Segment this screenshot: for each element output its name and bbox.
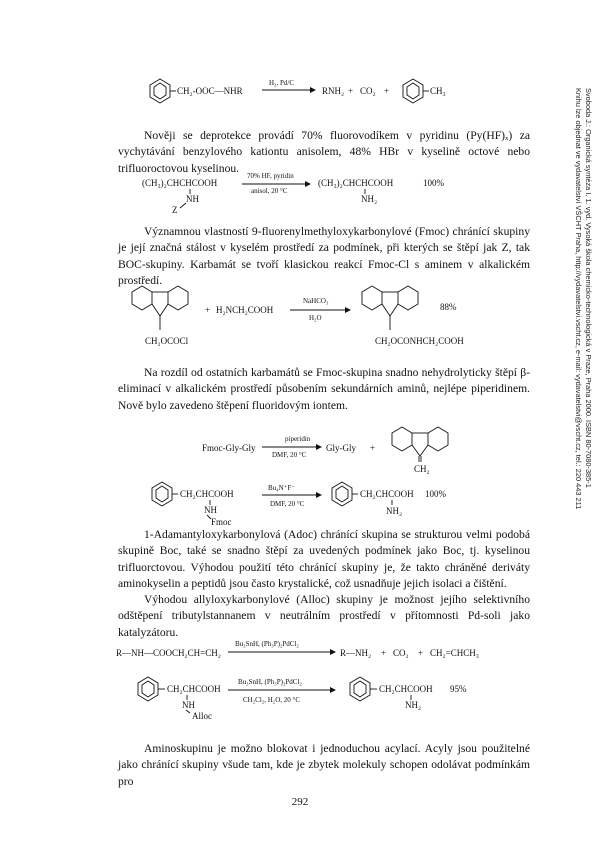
scheme1-product-1: RNH₂ [322,86,345,96]
citation-line-2: Knihu lze objednat ve vydavatelství VŠCHT Praha, http://vydavatelstvi.vscht.cz, e-mail: vydavatelstvi@vscht.cz, tel.: 220 443 211 [574,88,584,510]
benzene-ring-icon [152,482,172,506]
dibenzofulvene-icon [392,427,448,462]
scheme3-yield: 88% [440,302,457,312]
scheme6-product-1: R—NH₂ [340,648,372,658]
scheme2-reactant: (CH₃)₂CHCHCOOH [142,178,218,188]
scheme1-reactant: CH₂-OOC—NHR [177,86,243,96]
scheme6-product-2: CO₂ [393,648,409,658]
page-number: 292 [291,796,309,808]
scheme5-product: CH₂CHCOOH [360,489,414,499]
scheme3-product: CH₂OCONHCH₂COOH [375,336,464,346]
paragraph-adoc: 1-Adamantyloxykarbonylová (Adoc) chránící skupina se strukturou velmi podobá skupině Boc, také se snadno štěpí za uvedených podmínek jako Boc, tj. kyselinou trifluorctovou. Výhodou použití této chránící skupiny je, že takto chráněné deriváty aminokyselin a peptidů jsou často krystalické, což usnadňuje jejich isolaci a čištění. [118,528,530,591]
benzene-ring-icon [332,482,352,506]
benzene-ring-icon [150,79,170,103]
nh2-label: NH₂ [386,506,403,516]
glycine-label: H₂NCH₂COOH [216,305,274,315]
scheme4-reagent-2: DMF, 20 °C [272,451,307,459]
scheme4-reagent-1: piperidin [285,435,311,443]
paragraph-acylation: Aminoskupinu je možno blokovat i jednoduchou acylací. Acyly jsou použitelné jako chránící skupiny všude tam, kde je zbytek molekuly schopen odolávat podmínkám pro [118,742,530,788]
fmoc-cl-label: CH₂OCOCl [145,336,189,346]
scheme7-reactant: CH₂CHCOOH [167,684,221,694]
nh-label: NH [186,194,199,204]
nh2-label: NH₂ [361,194,378,204]
scheme1-product-3: CH₃ [430,86,446,96]
scheme5-reagent-2: DMF, 20 °C [270,500,305,508]
paragraph-alloc: Výhodou allyloxykarbonylové (Alloc) skupiny je možnost jejího selektivního odštěpení tributylstannanem v neutrálním prostředí v přítomnosti Pd-soli jako katalyzátoru. [118,593,530,639]
plus-sign: + [381,648,387,658]
nh-label: NH [182,700,195,710]
scheme5-reactant: CH₂CHCOOH [180,489,234,499]
scheme1-reagent: H₂, Pd/C [269,79,295,87]
scheme6-reactant: R—NH—COOCH₂CH=CH₂ [116,648,221,658]
scheme7-yield: 95% [450,684,467,694]
scheme2-reagent-2: anisol, 20 °C [251,187,288,195]
scheme1-product-2: CO₂ [360,86,376,96]
scheme2-yield: 100% [423,178,444,188]
scheme4-reactant: Fmoc-Gly-Gly [202,443,256,453]
benzene-ring-icon [350,677,370,701]
scheme3-reagent-2: H₂O [309,314,322,322]
scheme5-reagent-1: Bu₄N⁺F⁻ [268,484,295,492]
nh2-label: NH₂ [405,700,422,710]
fluorene-icon [362,286,418,330]
plus-sign: + [205,305,211,315]
scheme7-product: CH₂CHCOOH [379,684,433,694]
benzene-ring-icon [403,79,423,103]
scheme7-reagent-2: CH₂Cl₂, H₂O, 20 °C [243,696,300,704]
scheme3-reagent-1: NaHCO₃ [303,297,329,305]
paragraph-deprotection: Nověji se deprotekce provádí 70% fluorovodíkem v pyridinu (Py(HF)ₓ) za vychytávání benzylového kationtu anisolem, 48% HBr v kyselině octové nebo trifluoroctovou kyselinou. [118,129,530,175]
scheme2-reagent-1: 70% HF, pyridin [247,172,294,180]
scheme6-product-3: CH₂=CHCH₃ [430,648,479,658]
paragraph-fmoc-cleavage: Na rozdíl od ostatních karbamátů se Fmoc-skupina snadno nehydrolyticky štěpí β-eliminací v alkalickém prostředí působením sekundárních aminů, nejlépe piperidinem. Nově bylo zavedeno štěpení fluoridovým iontem. [118,366,530,412]
benzene-ring-icon [138,677,158,701]
plus-sign: + [418,648,424,658]
plus-sign: + [370,443,376,453]
side-citation [571,88,599,628]
scheme7-reagent-1: Bu₃SnH, (Ph₃P)₂PdCl₂ [238,678,302,686]
nh-label: NH [204,505,217,515]
scheme4-product: Gly-Gly [326,443,356,453]
plus-sign: + [384,86,390,96]
fluorene-icon [132,286,188,330]
citation-line-1: Svoboda J.: Organická syntéza I. 1. vyd. Vysoká škola chemicko-technologická v Praze, Praha 2000. ISBN 80-7080-385-1 [584,88,593,488]
scheme6-reagent: Bu₃SnH, (Ph₃P)₂PdCl₂ [235,640,299,648]
fmoc-group-label: Fmoc [211,517,232,527]
plus-sign: + [348,86,354,96]
ch2-label: CH₂ [414,464,430,474]
scheme5-yield: 100% [425,489,446,499]
alloc-group-label: Alloc [192,711,212,721]
scheme2-product: (CH₃)₂CHCHCOOH [318,178,394,188]
paragraph-fmoc: Významnou vlastností 9-fluorenylmethyloxykarbonylové (Fmoc) chránící skupiny je její značná stálost v kyselém prostředí za podmínek, při kterých se štěpí jak Z, tak BOC-skupiny. Karbamát se tvoří klasickou reakcí Fmoc-Cl s aminem v alkalickém prostředí. [118,225,530,288]
z-group-label: Z [172,205,178,215]
